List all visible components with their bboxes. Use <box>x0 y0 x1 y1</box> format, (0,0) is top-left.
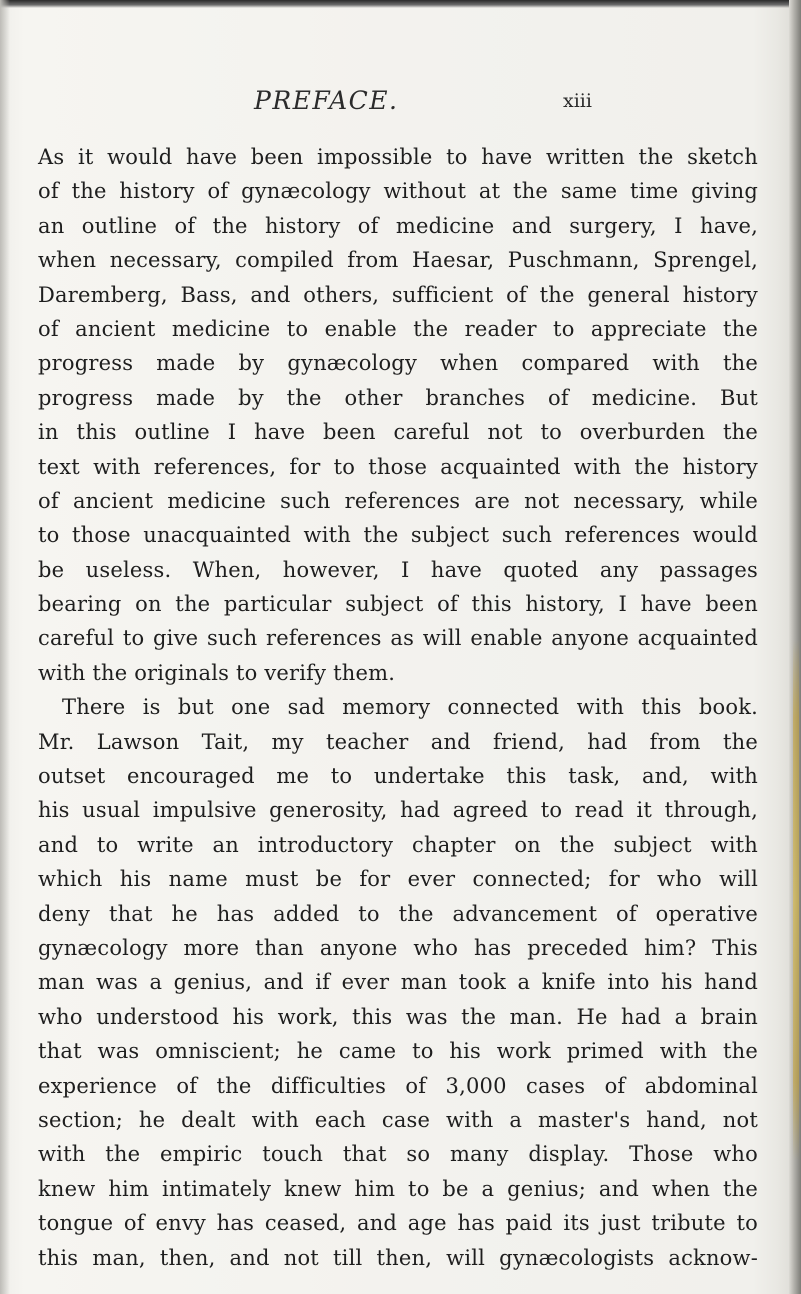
text-line: progress made by the other branches of medicine. But <box>38 385 758 410</box>
text-line: of the history of gynæcology without at the same time giving <box>38 179 758 204</box>
text-line: careful to give such references as will enable anyone acquainted <box>38 626 758 651</box>
text-line: an outline of the history of medicine and surgery, I have, <box>38 213 758 238</box>
text-line: outset encouraged me to undertake this task, and, with <box>38 764 758 789</box>
page-edge-accent <box>793 640 799 1160</box>
text-line: in this outline I have been careful not to overburden the <box>38 420 758 445</box>
text-line: tongue of envy has ceased, and age has paid its just tribute to <box>38 1211 758 1236</box>
page-header <box>0 86 801 126</box>
text-line: bearing on the particular subject of this history, I have been <box>38 592 758 617</box>
text-line: and to write an introductory chapter on the subject with <box>38 832 758 857</box>
text-line: of ancient medicine to enable the reader to appreciate the <box>38 316 758 341</box>
text-line: of ancient medicine such references are not necessary, while <box>38 488 758 513</box>
text-line: when necessary, compiled from Haesar, Puschmann, Sprengel, <box>38 248 758 273</box>
text-line: man was a genius, and if ever man took a knife into his hand <box>38 970 758 995</box>
preface-body <box>38 140 758 1275</box>
scan-top-edge <box>0 0 801 8</box>
running-title: PREFACE. <box>254 86 399 115</box>
text-line: As it would have been impossible to have written the sketch <box>38 145 758 169</box>
text-line: his usual impulsive generosity, had agreed to read it through, <box>38 798 758 823</box>
text-line: Mr. Lawson Tait, my teacher and friend, had from the <box>38 729 758 754</box>
text-line: be useless. When, however, I have quoted any passages <box>38 557 758 582</box>
text-line: deny that he has added to the advancement of operative <box>38 901 758 926</box>
page-gutter-shadow <box>0 0 10 1294</box>
text-line: gynæcology more than anyone who has preceded him? This <box>38 935 758 960</box>
text-line: to those unacquainted with the subject such references would <box>38 523 758 548</box>
text-line: who understood his work, this was the man. He had a brain <box>38 1004 758 1029</box>
paragraph-start-line: There is but one sad memory connected with this book. <box>62 695 758 720</box>
text-line: with the empiric touch that so many display. Those who <box>38 1142 758 1167</box>
page-number: xiii <box>563 90 592 112</box>
text-line: knew him intimately knew him to be a genius; and when the <box>38 1176 758 1201</box>
text-line: experience of the difficulties of 3,000 cases of abdominal <box>38 1073 758 1098</box>
text-line: section; he dealt with each case with a master's hand, not <box>38 1107 758 1132</box>
text-line: Daremberg, Bass, and others, sufficient of the general history <box>38 282 758 307</box>
text-line: which his name must be for ever connected; for who will <box>38 867 758 892</box>
text-line: this man, then, and not till then, will gynæcologists acknow- <box>38 1245 758 1270</box>
paragraph-end-line: with the originals to verify them. <box>38 660 396 685</box>
text-line: progress made by gynæcology when compared with the <box>38 351 758 376</box>
text-line: that was omniscient; he came to his work primed with the <box>38 1039 758 1064</box>
text-line: text with references, for to those acquainted with the history <box>38 454 758 479</box>
